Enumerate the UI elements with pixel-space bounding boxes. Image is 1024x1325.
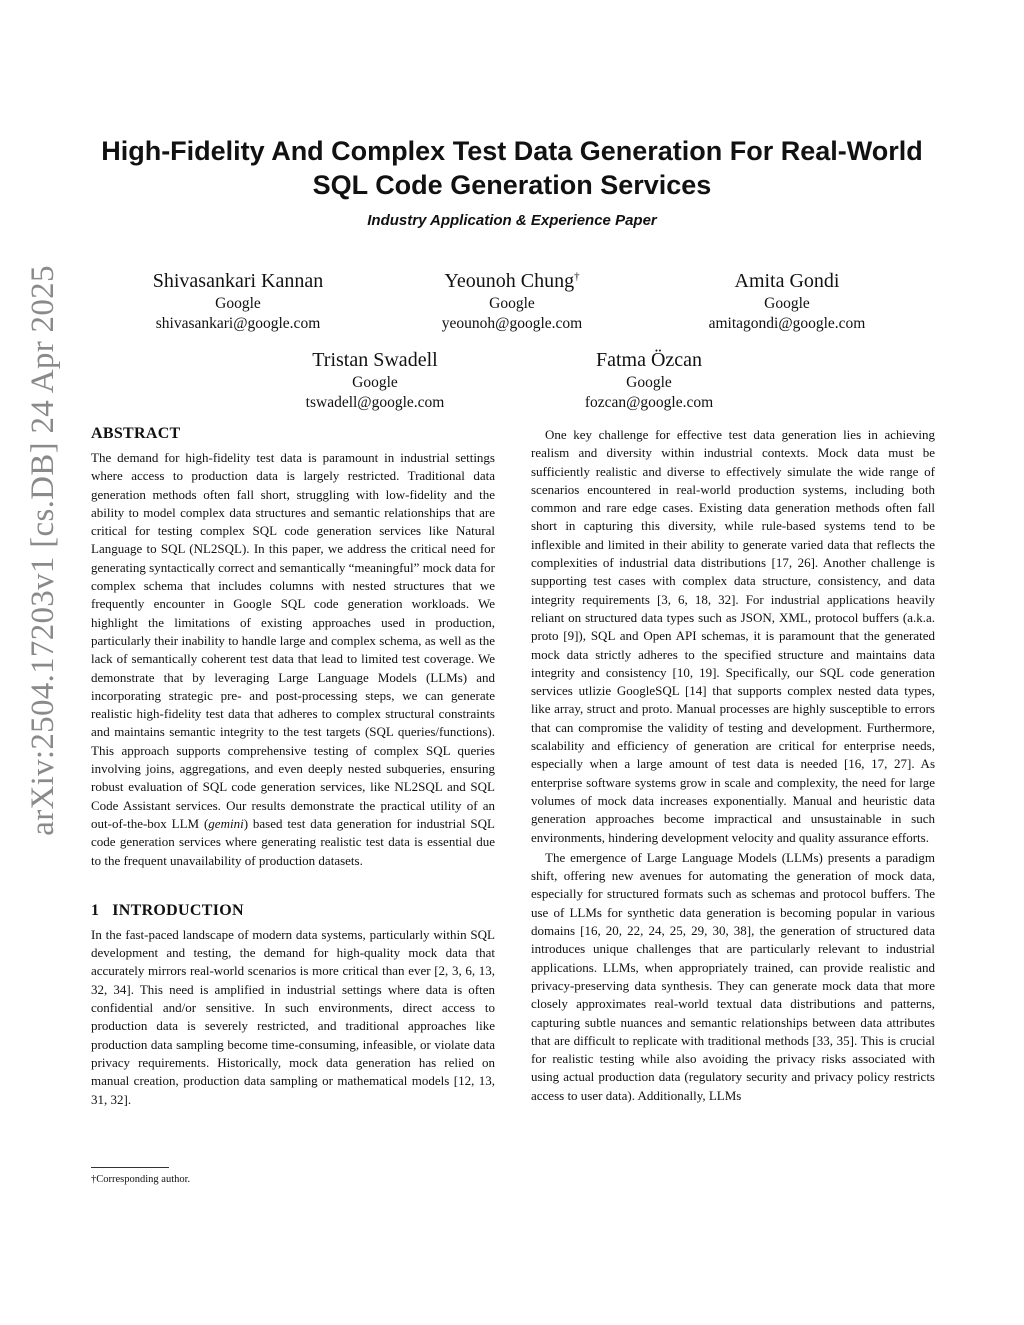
author-block bbox=[524, 347, 774, 413]
author-name: Shivasankari Kannan bbox=[152, 270, 324, 292]
author-email: tswadell@google.com bbox=[305, 394, 445, 411]
introduction-heading: 1 INTRODUCTION bbox=[91, 901, 244, 919]
author-email: fozcan@google.com bbox=[584, 394, 714, 411]
author-affiliation: Google bbox=[626, 374, 672, 391]
author-block bbox=[662, 268, 912, 334]
arxiv-identifier-text: arXiv:2504.17203v1 [cs.DB] 24 Apr 2025 bbox=[24, 264, 61, 836]
author-email: yeounoh@google.com bbox=[441, 315, 583, 332]
author-name: Fatma Özcan bbox=[595, 349, 703, 371]
body-paragraph: The emergence of Large Language Models (LLMs) presents a paradigm shift, offering new avenues for automating the generation of mock data, especially for structured formats such as schemas and protocol buffers. The use of LLMs for synthetic data generation is becoming popular in various domains [16, 20, 22, 24, 25, 29, 30, 38], the generation of structured data introduces unique challenges that are particularly relevant to industrial applications. LLMs, when appropriately trained, can provide realistic and privacy-preserving data synthesis. They can generate mock data that more closely approximates real-world textual data distributions and patterns, capturing subtle nuances and semantic relationships between data attributes that are difficult to replicate with traditional methods [33, 35]. This is crucial for realistic testing while also avoiding the privacy risks associated with using actual production data (regulatory security and privacy policy restricts access to user data). Additionally, LLMs bbox=[531, 849, 935, 1103]
paper-subtitle: Industry Application & Experience Paper bbox=[367, 212, 657, 229]
author-email: amitagondi@google.com bbox=[708, 315, 866, 332]
footnote: †Corresponding author. bbox=[91, 1174, 191, 1185]
corresponding-author-mark: † bbox=[574, 270, 580, 283]
author-affiliation: Google bbox=[352, 374, 398, 391]
left-column bbox=[91, 423, 495, 1109]
author-affiliation: Google bbox=[215, 295, 261, 312]
abstract-text: The demand for high-fidelity test data is paramount in industrial settings where access to production data is largely restricted. Traditional data generation methods often fall short, struggling with low-fidelity and the ability to model complex data structures and semantic relationships that are critical for testing complex SQL code generation services like Natural Language to SQL (NL2SQL). In this paper, we address the critical need for generating syntactically correct and semantically “meaningful” mock data for complex schema that includes columns with nested structures that we frequently encounter in Google SQL code generation workloads. We highlight the limitations of existing approaches used in production, particularly their inability to handle large and complex schema, as well as the lack of semantically coherent test data that lead to limited test coverage. We demonstrate that by leveraging Large Language Models (LLMs) and incorporating strategic pre- and post-processing steps, we can generate realistic high-fidelity test data that adheres to complex structural constraints and maintains semantic integrity to the test targets (SQL queries/functions). This approach supports comprehensive testing of complex SQL queries involving joins, aggregations, and even deeply nested subqueries, ensuring robust evaluation of SQL code generation services, like NL2SQL and SQL Code Assistant services. Our results demonstrate the practical utility of an out-of-the-box LLM (gemini) based test data generation for industrial SQL code generation services where generating realistic test data is essential due to the frequent unavailability of production datasets. bbox=[91, 450, 495, 868]
abstract-heading: ABSTRACT bbox=[91, 425, 181, 442]
author-block bbox=[387, 268, 637, 334]
arxiv-identifier bbox=[8, 150, 78, 950]
abstract-emphasis: gemini bbox=[208, 815, 244, 831]
author-name: Tristan Swadell bbox=[312, 349, 438, 371]
author-name: Yeounoh Chung† bbox=[444, 270, 580, 292]
right-column bbox=[531, 426, 935, 1105]
author-affiliation: Google bbox=[489, 295, 535, 312]
paper-title: High-Fidelity And Complex Test Data Generation For Real-World SQL Code Generation Services bbox=[101, 136, 923, 200]
introduction-paragraph: In the fast-paced landscape of modern data systems, particularly within SQL development and testing, the demand for high-quality mock data that accurately mirrors real-world scenarios is more critical than ever [2, 3, 6, 13, 32, 34]. This need is amplified in industrial settings where data is often confidential and/or sensitive. In such environments, direct access to production data is severely restricted, and traditional approaches like production data sampling become time-consuming, infeasible, or violate data privacy requirements. Historically, mock data generation has relied on manual creation, production data sampling or mathematical models [12, 13, 31, 32]. bbox=[91, 926, 495, 1107]
footnote-rule bbox=[91, 1167, 169, 1168]
author-name: Amita Gondi bbox=[734, 270, 840, 292]
body-paragraph: One key challenge for effective test data generation lies in achieving realism and diversity within industrial contexts. Mock data must be sufficiently realistic and diverse to effectively simulate the wide range of scenarios encountered in real-world production systems, including both common and rare edge cases. Existing data generation methods often fall short in capturing this diversity, while rule-based systems tend to be inflexible and limited in their ability to generate varied data that reflects the complexities of industrial data distributions [17, 26]. Another challenge is supporting test cases with complex data structure, consistency, and data integrity requirements [3, 6, 18, 32]. For industrial applications heavily reliant on structured data types such as JSON, XML, protocol buffers (a.k.a. proto [9]), SQL and Open API schemas, it is paramount that the generated mock data strictly adheres to the specified structure and maintains data integrity and consistency [10, 19]. Specifically, our SQL code generation services utlizie GoogleSQL [14] that supports complex nested data types, like array, struct and proto. Manual processes are highly susceptible to errors that can compromise the validity of testing and development. Furthermore, scalability and efficiency of generation are critical for enterprise needs, especially when a large amount of test data is needed [16, 17, 27]. As enterprise software systems grow in scale and complexity, the need for large volumes of mock data increases exponentially. Manual and heuristic data generation approaches become impractical and unsustainable in such environments, hindering development velocity and quality assurance efforts. bbox=[531, 427, 935, 845]
author-email: shivasankari@google.com bbox=[155, 315, 321, 332]
author-affiliation: Google bbox=[764, 295, 810, 312]
author-block bbox=[113, 268, 363, 334]
author-block bbox=[250, 347, 500, 413]
